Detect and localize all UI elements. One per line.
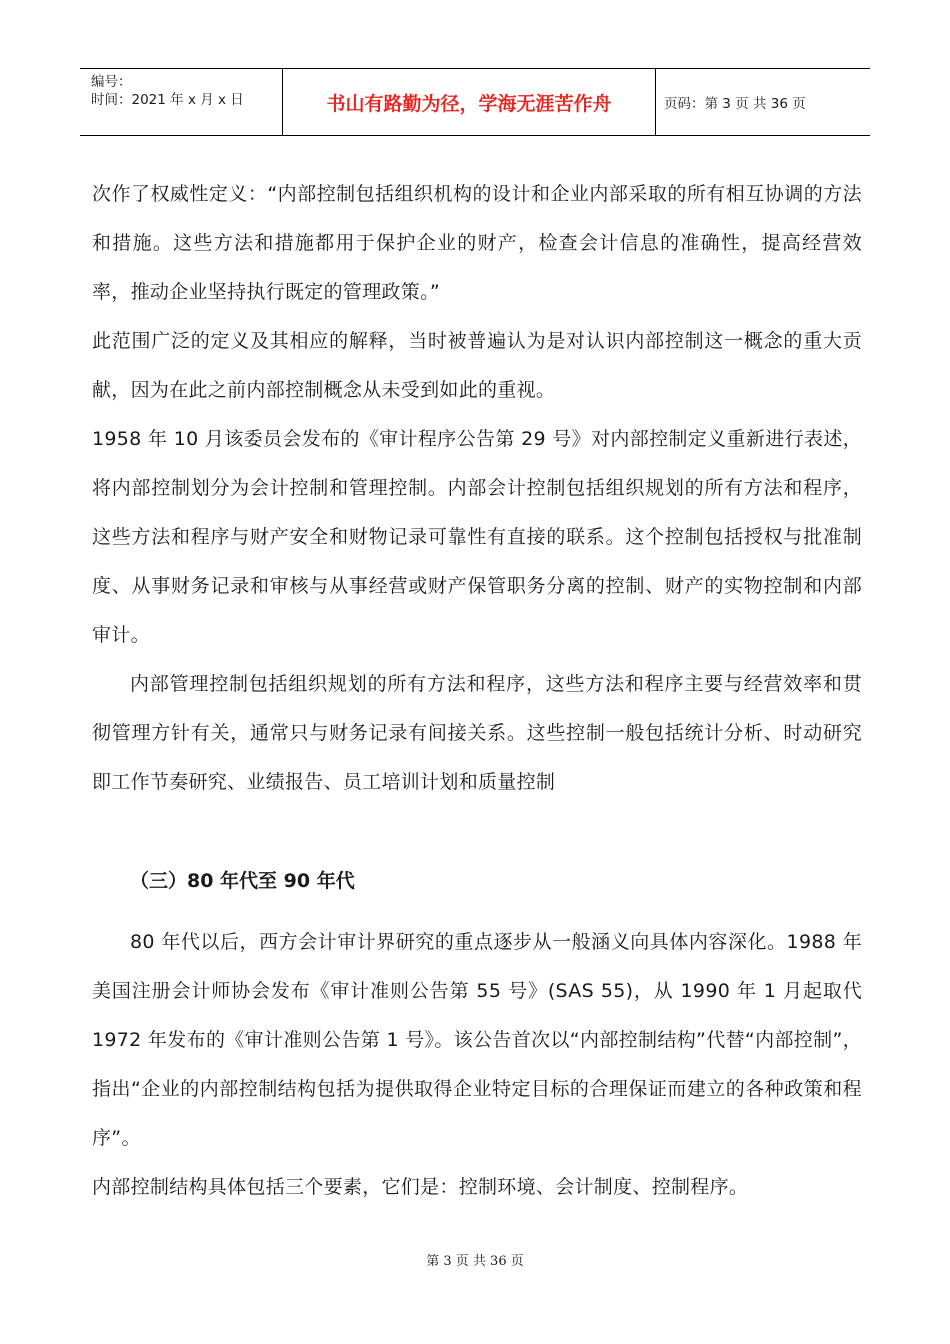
paragraph: 内部控制结构具体包括三个要素，它们是：控制环境、会计制度、控制程序。 <box>92 1176 749 1198</box>
paragraph: 1958 年 10 月该委员会发布的《审计程序公告第 29 号》对内部控制定义重新进行表述，将内部控制划分为会计控制和管理控制。内部会计控制包括组织规划的所有方法和程序，这些方法和程序与财产安全和财物记录可靠性有直接的联系。这个控制包括授权与批准制度、从事财务记录和审核与从事经营或财产保管职务分离的控制、财产的实物控制和内部审计。 <box>92 428 862 646</box>
document-date-label: 时间：2021 年 x 月 x 日 <box>91 92 244 108</box>
body-text-bottom <box>92 918 862 1212</box>
page-footer: 第 3 页 共 36 页 <box>426 1254 524 1269</box>
header-meta-cell <box>80 69 283 135</box>
paragraph: 80 年代以后，西方会计审计界研究的重点逐步从一般涵义向具体内容深化。1988 年美国注册会计师协会发布《审计准则公告第 55 号》(SAS 55)，从 1990 年 1 月起取代 1972 年发布的《审计准则公告第 1 号》。该公告首次以“内部控制结构”代替“内部控制”，指出“企业的内部控制结构包括为提供取得企业特定目标的合理保证而建立的各种政策和程序”。 <box>92 931 862 1149</box>
document-number-label: 编号： <box>91 74 132 90</box>
header-table <box>80 68 870 136</box>
body-text-top <box>92 170 862 807</box>
paragraph: 内部管理控制包括组织规划的所有方法和程序，这些方法和程序主要与经营效率和贯彻管理方针有关，通常只与财务记录有间接关系。这些控制一般包括统计分析、时动研究即工作节奏研究、业绩报告、员工培训计划和质量控制 <box>92 673 862 793</box>
header-motto-cell <box>283 69 656 135</box>
section-heading: （三）80 年代至 90 年代 <box>130 870 355 892</box>
paragraph: 此范围广泛的定义及其相应的解释，当时被普遍认为是对认识内部控制这一概念的重大贡献，因为在此之前内部控制概念从未受到如此的重视。 <box>92 330 862 401</box>
header-page-label: 页码：第 3 页 共 36 页 <box>664 96 806 112</box>
header-page-cell <box>656 69 870 135</box>
paragraph: 次作了权威性定义：“内部控制包括组织机构的设计和企业内部采取的所有相互协调的方法和措施。这些方法和措施都用于保护企业的财产，检查会计信息的准确性，提高经营效率，推动企业坚持执行既定的管理政策。” <box>92 183 862 303</box>
header-motto: 书山有路勤为径，学海无涯苦作舟 <box>326 92 612 115</box>
